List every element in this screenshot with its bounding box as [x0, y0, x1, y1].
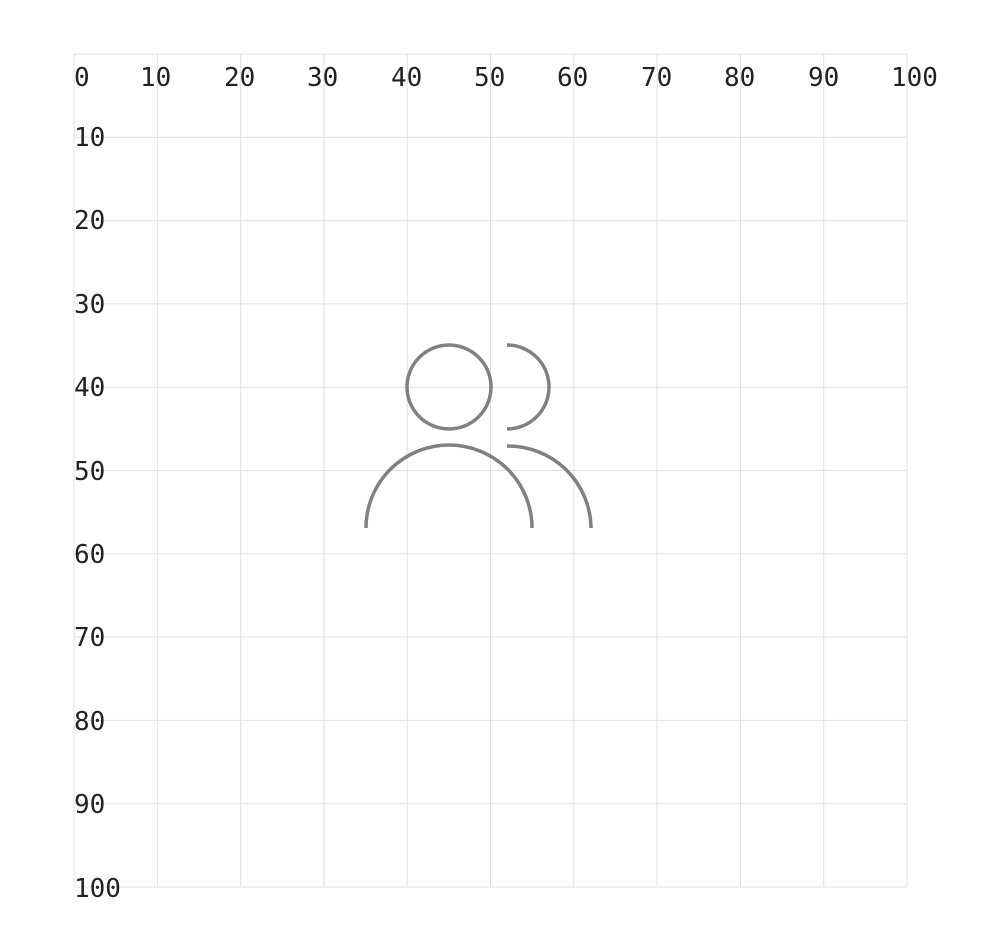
front-person-body-icon	[366, 445, 532, 528]
x-tick-label-40: 40	[391, 63, 423, 93]
grid-lines	[74, 54, 907, 887]
x-axis-labels	[74, 63, 938, 93]
y-tick-label-70: 70	[74, 623, 106, 653]
x-tick-label-20: 20	[224, 63, 256, 93]
x-tick-label-80: 80	[724, 63, 756, 93]
x-tick-label-10: 10	[140, 63, 172, 93]
x-tick-label-60: 60	[557, 63, 589, 93]
y-tick-label-80: 80	[74, 707, 106, 737]
x-tick-label-0: 0	[74, 63, 90, 93]
y-axis-labels	[74, 123, 121, 904]
y-tick-label-10: 10	[74, 123, 106, 153]
x-tick-label-100: 100	[891, 63, 938, 93]
x-tick-label-90: 90	[808, 63, 840, 93]
y-tick-label-60: 60	[74, 540, 106, 570]
y-tick-label-90: 90	[74, 790, 106, 820]
y-tick-label-20: 20	[74, 206, 106, 236]
x-tick-label-70: 70	[641, 63, 673, 93]
y-tick-label-30: 30	[74, 290, 106, 320]
x-tick-label-50: 50	[474, 63, 506, 93]
x-tick-label-30: 30	[307, 63, 339, 93]
y-tick-label-100: 100	[74, 874, 121, 904]
y-tick-label-40: 40	[74, 373, 106, 403]
y-tick-label-50: 50	[74, 457, 106, 487]
users-icon	[366, 345, 591, 528]
